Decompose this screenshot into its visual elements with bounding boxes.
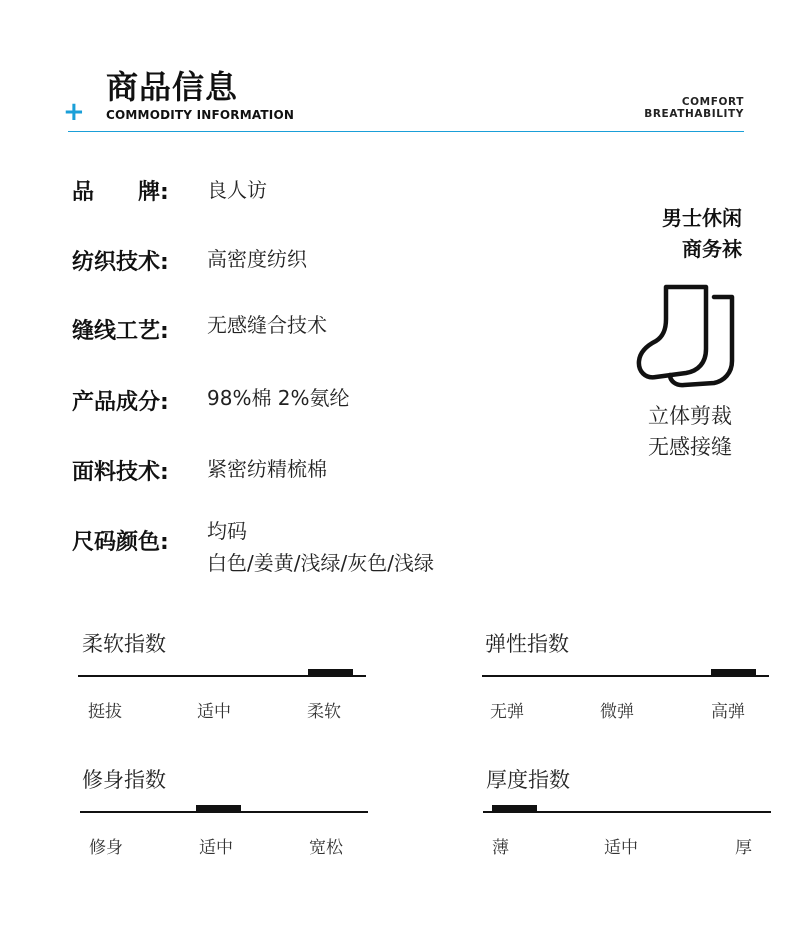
softness-index-marker: [308, 669, 353, 676]
spec-value-composition: 98%棉 2%氨纶: [207, 386, 350, 410]
spec-value-size: 均码: [207, 519, 247, 543]
softness-tick-stiff: 挺拔: [88, 702, 122, 722]
plus-icon: +: [63, 97, 85, 127]
spec-label-fabric: 面料技术:: [72, 460, 169, 485]
elasticity-index-title: 弹性指数: [485, 632, 569, 656]
thickness-index-title: 厚度指数: [486, 768, 570, 792]
elasticity-index-marker: [711, 669, 756, 676]
header-divider: [68, 131, 744, 132]
fit-tick-loose: 宽松: [309, 838, 343, 858]
elasticity-tick-none: 无弹: [490, 702, 524, 722]
elasticity-tick-high: 高弹: [711, 702, 745, 722]
fit-tick-medium: 适中: [199, 838, 233, 858]
spec-value-weaving: 高密度纺织: [207, 247, 307, 271]
spec-value-colors: 白色/姜黄/浅绿/灰色/浅绿: [207, 551, 434, 575]
softness-index-title: 柔软指数: [82, 632, 166, 656]
thickness-tick-thin: 薄: [492, 838, 509, 858]
spec-label-stitching: 缝线工艺:: [72, 319, 169, 344]
fit-index-title: 修身指数: [82, 768, 166, 792]
spec-label-size-color: 尺码颜色:: [72, 530, 169, 555]
thickness-tick-medium: 适中: [604, 838, 638, 858]
product-type-line2: 商务袜: [682, 237, 742, 261]
tag-line-comfort: COMFORT: [681, 96, 744, 108]
feature-3d-cut: 立体剪裁: [648, 404, 732, 428]
feature-seamless: 无感接缝: [648, 435, 732, 459]
page-title: 商品信息: [106, 68, 239, 106]
spec-label-weaving: 纺织技术:: [72, 250, 169, 275]
softness-tick-soft: 柔软: [307, 702, 341, 722]
socks-icon: [636, 283, 738, 389]
thickness-tick-thick: 厚: [735, 838, 752, 858]
fit-tick-slim: 修身: [89, 838, 123, 858]
comfort-tag: [644, 96, 744, 120]
softness-tick-medium: 适中: [197, 702, 231, 722]
tag-line-breathability: BREATHABILITY: [644, 108, 744, 120]
feature-list: [644, 401, 736, 463]
spec-label-composition: 产品成分:: [72, 390, 169, 415]
product-type-title: [662, 203, 742, 265]
page-subtitle: COMMODITY INFORMATION: [106, 108, 295, 122]
elasticity-tick-slight: 微弹: [600, 702, 634, 722]
fit-index-marker: [196, 805, 241, 812]
thickness-index-marker: [492, 805, 537, 812]
spec-value-brand: 良人访: [207, 178, 267, 202]
spec-value-stitching: 无感缝合技术: [207, 313, 327, 337]
spec-value-fabric: 紧密纺精梳棉: [207, 457, 327, 481]
product-type-line1: 男士休闲: [662, 206, 742, 230]
spec-label-brand: 品 牌:: [72, 180, 169, 205]
